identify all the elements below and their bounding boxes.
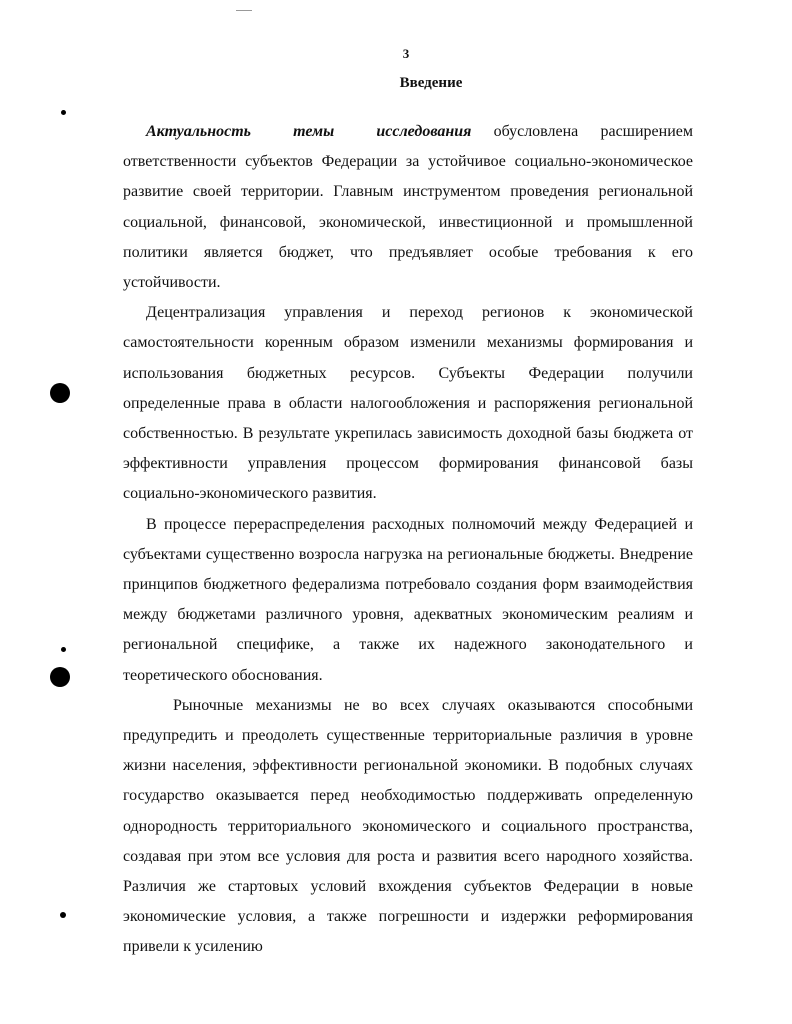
page-number: 3 (402, 46, 410, 61)
binder-hole-mark (50, 383, 70, 403)
paragraph-3: В процессе перераспределения расходных полномочий между Федерацией и субъектами существенно возросла нагрузка на региональные бюджеты. Внедрение принципов бюджетного федерализма потребовало создания форм взаимодействия между бюджетами различного уровня, адекватных экономическим реалиям и региональной специфике, а также их надежного законодательного и теоретического обоснования. (123, 515, 693, 684)
scan-artifact-line (236, 10, 252, 11)
paragraph-4: Рыночные механизмы не во всех случаях оказываются способными предупредить и преодолеть существенные территориальные различия в уровне жизни населения, эффективности региональной экономики. В подобных случаях государство оказывается перед необходимостью поддерживать определенную однородность территориального экономического и социального пространства, создавая при этом все условия для роста и развития всего народного хозяйства. Различия же стартовых условий вхождения субъектов Федерации в новые экономические условия, а также погрешности и издержки реформирования привели к усилению (123, 696, 693, 956)
paragraph-1-text: обусловлена расширением ответственности субъектов Федерации за устойчивое социально-экономическое развитие своей территории. Главным инструментом проведения региональной социальной, финансовой, экономической, инвестиционной и промышленной политики является бюджет, что предъявляет особые требования к его устойчивости. (123, 123, 693, 292)
body-text (123, 117, 693, 963)
lead-phrase: Актуальность темы исследования (146, 123, 472, 140)
section-heading: Введение (399, 75, 463, 91)
scan-dot-mark (61, 110, 66, 115)
scan-dot-mark (61, 647, 66, 652)
binder-hole-mark (50, 667, 70, 687)
paragraph-1 (123, 117, 693, 298)
scan-dot-mark (60, 912, 66, 918)
paragraph-2: Децентрализация управления и переход регионов к экономической самостоятельности коренным образом изменили механизмы формирования и использования бюджетных ресурсов. Субъекты Федерации получили определенные права в области налогообложения и распоряжения региональной собственностью. В результате укрепилась зависимость доходной базы бюджета от эффективности управления процессом формирования финансовой базы социально-экономического развития. (123, 304, 693, 503)
